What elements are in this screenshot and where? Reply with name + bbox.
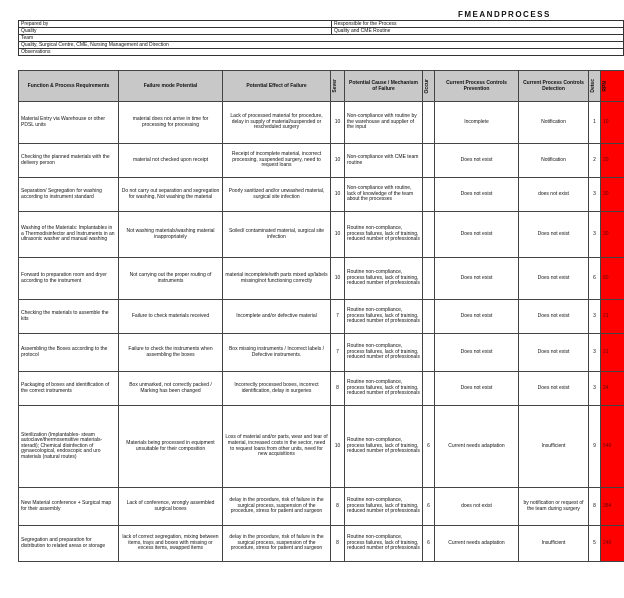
rpn-cell: 540: [601, 406, 624, 488]
header-rpn: RPN: [601, 71, 624, 102]
occurrence-cell: [423, 102, 435, 144]
detection-cell: Does not exist: [519, 212, 589, 258]
team-label: Team: [19, 35, 624, 42]
occurrence-cell: 6: [423, 526, 435, 562]
rpn-cell: 240: [601, 526, 624, 562]
severity-cell: 10: [331, 144, 345, 178]
detection-cell: Notification: [519, 102, 589, 144]
prevention-cell: Current needs adaptation: [435, 526, 519, 562]
occurrence-cell: 6: [423, 406, 435, 488]
rpn-cell: 20: [601, 144, 624, 178]
severity-cell: 7: [331, 300, 345, 334]
rpn-cell: 30: [601, 212, 624, 258]
cause-cell: Routine non-compliance, process failures, lack of training, reduced number of professionals: [345, 526, 423, 562]
severity-cell: 10: [331, 178, 345, 212]
effect-cell: delay in the procedure, risk of failure in the surgical process, suspension of the procedure, stress for patient and surgeon: [223, 526, 331, 562]
occurrence-cell: [423, 178, 435, 212]
failure-mode-cell: Box unmarked, not correctly packed / Marking has been changed: [119, 372, 223, 406]
header-detec: Detec: [589, 71, 601, 102]
table-row: [19, 488, 624, 526]
prevention-cell: Does not exist: [435, 212, 519, 258]
effect-cell: Incomplete and/or defective material: [223, 300, 331, 334]
function-cell: Checking the materials to assemble the kits: [19, 300, 119, 334]
failure-mode-cell: Failure to check materials received: [119, 300, 223, 334]
document-title: FMEANDPROCESS: [458, 10, 551, 19]
occurrence-cell: [423, 258, 435, 300]
severity-cell: 8: [331, 372, 345, 406]
detection-cell: by notification or request of the team during surgery: [519, 488, 589, 526]
header-effect: Potential Effect of Failure: [223, 71, 331, 102]
function-cell: Sterilization (Implantables- steam autoclave/thermosensitive materials- steradi); Chemical disinfection of gynaecological, endoscopic and uro materials (natural routes): [19, 406, 119, 488]
cause-cell: Non-compliance with CME team routine: [345, 144, 423, 178]
occurrence-cell: [423, 372, 435, 406]
detectability-cell: 3: [589, 212, 601, 258]
cause-cell: Routine non-compliance, process failures, lack of training, reduced number of professionals: [345, 300, 423, 334]
table-row: [19, 102, 624, 144]
table-row: [19, 406, 624, 488]
header-sev: Sever: [331, 71, 345, 102]
table-row: [19, 258, 624, 300]
table-row: [19, 334, 624, 372]
prevention-cell: Does not exist: [435, 372, 519, 406]
cause-cell: Routine non-compliance, process failures, lack of training, reduced number of professionals: [345, 372, 423, 406]
cause-cell: Routine non-compliance, process failures, lack of training, reduced number of professionals: [345, 488, 423, 526]
detection-cell: Does not exist: [519, 300, 589, 334]
effect-cell: Poorly sanitized and/or unwashed material, surgical site infection: [223, 178, 331, 212]
fmea-table: [18, 70, 624, 562]
cause-cell: Routine non-compliance, process failures, lack of training, reduced number of professionals: [345, 334, 423, 372]
failure-mode-cell: Not carrying out the proper routing of instruments: [119, 258, 223, 300]
header-cause: Potential Cause / Mechanism of Failure: [345, 71, 423, 102]
detectability-cell: 1: [589, 102, 601, 144]
cause-cell: Non-compliance with routine, lack of knowledge of the team about the processes: [345, 178, 423, 212]
detection-cell: Insufficient: [519, 406, 589, 488]
function-cell: Separation/ Segregation for washing according to instrument standard: [19, 178, 119, 212]
function-cell: Packaging of boxes and identification of the correct instruments: [19, 372, 119, 406]
rpn-cell: 10: [601, 102, 624, 144]
cause-cell: Routine non-compliance, process failures, lack of training, reduced number of professionals: [345, 406, 423, 488]
table-row: [19, 178, 624, 212]
rpn-cell: 24: [601, 372, 624, 406]
detectability-cell: 2: [589, 144, 601, 178]
function-cell: Washing of the Materials: Implantables in a Thermodisinfector and Instruments in an ultrasonic washer and manual washing: [19, 212, 119, 258]
detectability-cell: 6: [589, 258, 601, 300]
detection-cell: Does not exist: [519, 334, 589, 372]
occurrence-cell: [423, 212, 435, 258]
severity-cell: 8: [331, 526, 345, 562]
failure-mode-cell: Failure to check the instruments when assembling the boxes: [119, 334, 223, 372]
failure-mode-cell: Materials being processed in equipment unsuitable for their composition: [119, 406, 223, 488]
function-cell: New Material conference + Surgical map for their assembly: [19, 488, 119, 526]
team-value: Quality, Surgical Centre, CME, Nursing Management and Direction: [19, 42, 624, 49]
header-failure-mode: Failure mode Potential: [119, 71, 223, 102]
severity-cell: 8: [331, 488, 345, 526]
detection-cell: Notification: [519, 144, 589, 178]
effect-cell: delay in the procedure, risk of failure in the surgical process, suspension of the procedure, stress for patient and surgeon: [223, 488, 331, 526]
meta-table: [18, 20, 624, 56]
rpn-cell: 21: [601, 334, 624, 372]
detectability-cell: 3: [589, 178, 601, 212]
cause-cell: Non-compliance with routine by the warehouse and supplier of the input: [345, 102, 423, 144]
rpn-cell: 30: [601, 178, 624, 212]
table-row: [19, 212, 624, 258]
occurrence-cell: [423, 334, 435, 372]
detection-cell: Insufficient: [519, 526, 589, 562]
effect-cell: Lack of processed material for procedure, delay in supply of material/suspended or rescheduled surgery: [223, 102, 331, 144]
detectability-cell: 9: [589, 406, 601, 488]
prevention-cell: Does not exist: [435, 144, 519, 178]
function-cell: Forward to preparation room and dryer according to the instrument: [19, 258, 119, 300]
failure-mode-cell: Do not carry out separation and segregation for washing, Not washing the material: [119, 178, 223, 212]
prevention-cell: Current needs adaptation: [435, 406, 519, 488]
severity-cell: 10: [331, 406, 345, 488]
effect-cell: Incorrectly processed boxes, incorrect identification, delay in surgeries: [223, 372, 331, 406]
function-cell: Assembling the Boxes according to the protocol: [19, 334, 119, 372]
header-occur: Occur: [423, 71, 435, 102]
cause-cell: Routine non-compliance, process failures, lack of training, reduced number of professionals: [345, 258, 423, 300]
effect-cell: Receipt of incomplete material, incorrect processing, suspended surgery, need to request loans: [223, 144, 331, 178]
detectability-cell: 3: [589, 300, 601, 334]
prevention-cell: Does not exist: [435, 334, 519, 372]
table-row: [19, 144, 624, 178]
detection-cell: does not exist: [519, 178, 589, 212]
effect-cell: Loss of material and/or parts, wear and tear of material, increased costs in the sector, need to request loans from other units, need for new acquisitions: [223, 406, 331, 488]
failure-mode-cell: Not washing materials/washing material inappropriately: [119, 212, 223, 258]
rpn-cell: 21: [601, 300, 624, 334]
prepared-by-label: Prepared by: [19, 21, 332, 28]
responsible-label: Responsible for the Process: [332, 21, 624, 28]
header-function: Function & Process Requirements: [19, 71, 119, 102]
function-cell: Segregation and preparation for distribution to related areas or storage: [19, 526, 119, 562]
severity-cell: 10: [331, 102, 345, 144]
failure-mode-cell: Lack of conference, wrongly assembled surgical boxes: [119, 488, 223, 526]
occurrence-cell: [423, 300, 435, 334]
detectability-cell: 5: [589, 526, 601, 562]
rpn-cell: 384: [601, 488, 624, 526]
responsible-value: Quality and CME Routine: [332, 28, 624, 35]
detectability-cell: 3: [589, 372, 601, 406]
severity-cell: 10: [331, 258, 345, 300]
table-row: [19, 300, 624, 334]
table-row: [19, 526, 624, 562]
prevention-cell: Does not exist: [435, 178, 519, 212]
prevention-cell: does not exist: [435, 488, 519, 526]
failure-mode-cell: material not checked upon receipt: [119, 144, 223, 178]
prevention-cell: Incomplete: [435, 102, 519, 144]
prepared-by-value: Quality: [19, 28, 332, 35]
effect-cell: material incomplete/with parts mixed up/labels missing/not functioning correctly: [223, 258, 331, 300]
prevention-cell: Does not exist: [435, 258, 519, 300]
function-cell: Material Entry via Warehouse or other PDSL units: [19, 102, 119, 144]
occurrence-cell: [423, 144, 435, 178]
header-detection: Current Process Controls Detection: [519, 71, 589, 102]
rpn-cell: 60: [601, 258, 624, 300]
cause-cell: Routine non-compliance, process failures, lack of training, reduced number of professionals: [345, 212, 423, 258]
detectability-cell: 3: [589, 334, 601, 372]
effect-cell: Soiled/ contaminated material, surgical site infection: [223, 212, 331, 258]
function-cell: Checking the planned materials with the delivery person: [19, 144, 119, 178]
effect-cell: Box missing instruments / Incorrect labels / Defective instruments.: [223, 334, 331, 372]
prevention-cell: Does not exist: [435, 300, 519, 334]
severity-cell: 7: [331, 334, 345, 372]
severity-cell: 10: [331, 212, 345, 258]
failure-mode-cell: material does not arrive in time for processing for processing: [119, 102, 223, 144]
observations-label: Observations: [19, 49, 624, 56]
detection-cell: Does not exist: [519, 372, 589, 406]
header-row: [19, 71, 624, 102]
occurrence-cell: 6: [423, 488, 435, 526]
table-row: [19, 372, 624, 406]
failure-mode-cell: lack of correct segregation, mixing between items, trays and boxes with missing or excess items, swapped items: [119, 526, 223, 562]
detection-cell: Does not exist: [519, 258, 589, 300]
header-prevention: Current Process Controls Prevention: [435, 71, 519, 102]
detectability-cell: 8: [589, 488, 601, 526]
